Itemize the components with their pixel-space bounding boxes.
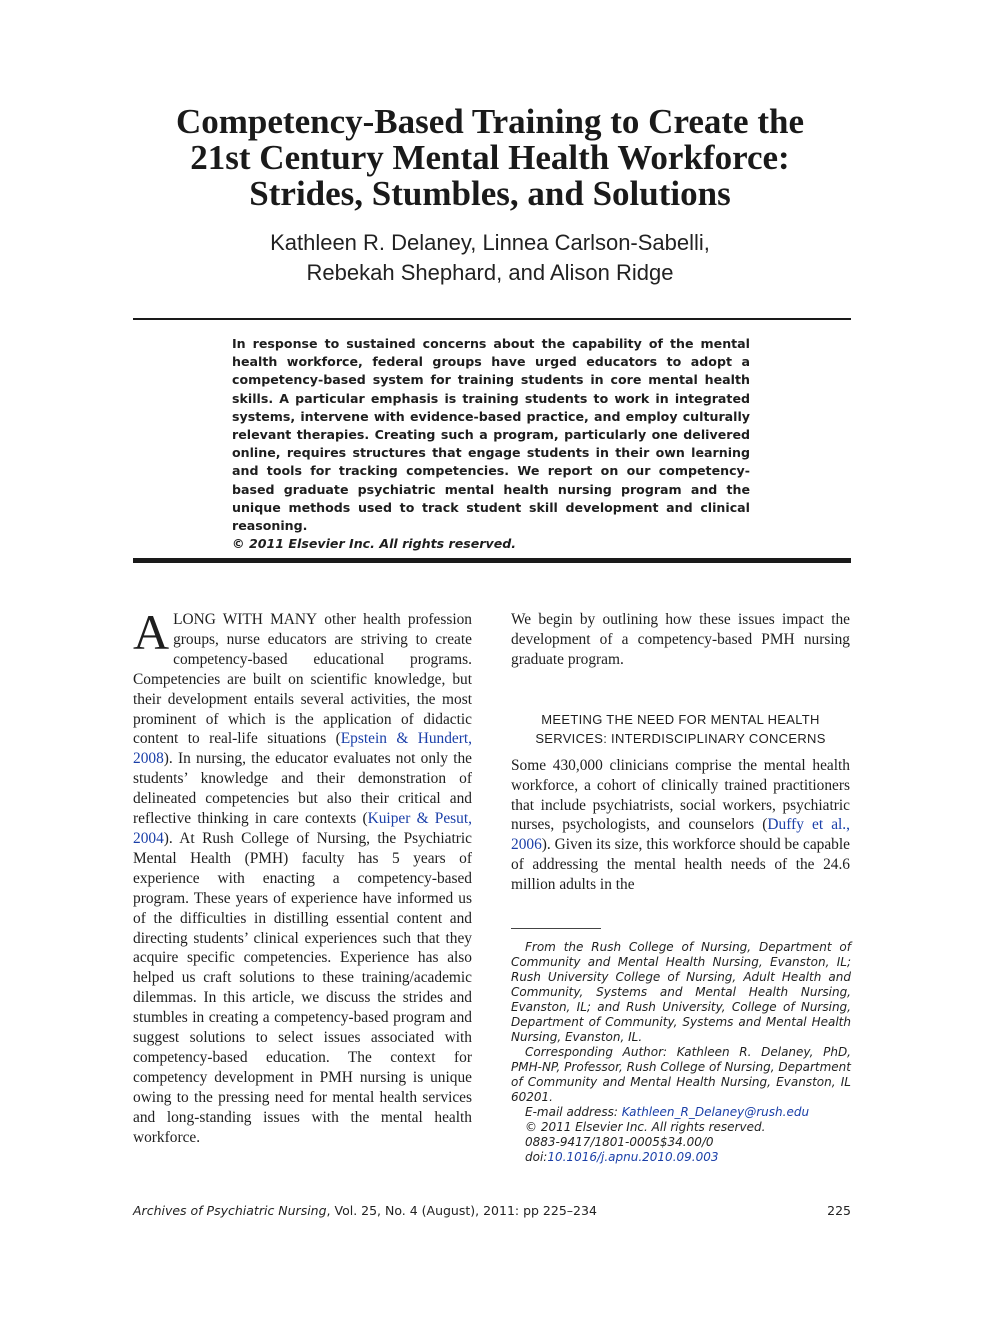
section-heading-line-1: MEETING THE NEED FOR MENTAL HEALTH	[541, 711, 820, 727]
abstract-text: In response to sustained concerns about the capability of the mental health workforce, federal groups have urged educators to adopt a competency-based system for training students in core mental health skills. A particular emphasis is training students to work in integrated systems, intervene with evidence-based practice, and employ culturally relevant therapies. Creating such a program, particularly one delivered online, requires structures that engage students in their own learning and tools for tracking competencies. We report on our competency-based graduate psychiatric mental health nursing program and the unique methods used to track student skill development and clinical reasoning.	[232, 336, 750, 534]
journal-footer	[133, 1203, 851, 1218]
email-line	[511, 1105, 851, 1120]
affiliation-note: From the Rush College of Nursing, Department of Community and Mental Health Nursing, Evanston, IL; Rush University College of Nursing, Adult Health and Community, Systems and Mental Health Nursing, Evanston, IL; and Rush University, College of Nursing, Department of Community, Systems and Mental Health Nursing, Evanston, IL.	[511, 940, 851, 1044]
body-text: ). Given its size, this workforce should be capable of addressing the mental health needs of the 24.6 million adults in the	[511, 836, 850, 894]
body-text: Some 430,000 clinicians comprise the mental health workforce, a cohort of clinically trained practitioners that include psychiatrists, social workers, psychiatric nurses, psychologists, and counselors (	[511, 756, 850, 834]
page-number: 225	[827, 1203, 851, 1218]
drop-cap: A	[133, 604, 170, 660]
title-line-3: Strides, Stumbles, and Solutions	[249, 174, 731, 213]
doi-label: doi:	[525, 1150, 548, 1164]
authors-line-2: Rebekah Shephard, and Alison Ridge	[306, 260, 674, 285]
doi-line	[511, 1150, 851, 1165]
citation-link-kuiper[interactable]: Kuiper & Pesut, 2004	[133, 810, 472, 847]
body-text: ). At Rush College of Nursing, the Psychiatric Mental Health (PMH) faculty has 5 years of experience with enacting a competency-based program. These years of experience have informed us of the difficulties in distilling essential content and directing students’ clinical experiences such that they acquire specific competencies. Experience has also helped us craft solutions to these training/academic dilemmas. In this article, we discuss the strides and stumbles in creating a competency-based program and suggest solutions to select issues associated with competency-based education. The context for competency development in PMH nursing is unique owing to the pressing need for mental health services and long-standing issues with the mental health workforce.	[133, 829, 472, 1146]
section-heading	[511, 710, 850, 748]
body-column-right	[511, 610, 850, 895]
section-paragraph	[511, 756, 850, 895]
body-text: other health profession groups, nurse educators are striving to create competency-based educational programs. Competencies are built on scientific knowledge, but their development entails several activities, the most prominent of which is the application of didactic content to real-life situations (	[133, 611, 472, 748]
section-heading-line-2: SERVICES: INTERDISCIPLINARY CONCERNS	[535, 730, 826, 746]
body-text: ). In nursing, the educator evaluates not only the students’ knowledge and their demonstration of delineated competencies but also their critical and reflective thinking in care contexts (	[133, 750, 472, 828]
email-link[interactable]: Kathleen_R_Delaney@rush.edu	[621, 1105, 810, 1119]
abstract	[232, 335, 750, 553]
body-column-left	[133, 604, 472, 1147]
corresponding-author-note: Corresponding Author: Kathleen R. Delaney, PhD, PMH-NP, Professor, Rush College of Nursing, Department of Community and Mental Health Nursing, Evanston, IL 60201.	[511, 1045, 851, 1104]
intro-paragraph: We begin by outlining how these issues impact the development of a competency-based PMH nursing graduate program.	[511, 611, 850, 668]
abstract-top-rule	[133, 318, 851, 320]
issn-line: 0883-9417/1801-0005$34.00/0	[525, 1135, 714, 1149]
title-line-2: 21st Century Mental Health Workforce:	[190, 138, 790, 177]
abstract-bottom-rule	[133, 558, 851, 563]
doi-link[interactable]: 10.1016/j.apnu.2010.09.003	[547, 1150, 719, 1164]
email-label: E-mail address:	[525, 1105, 622, 1119]
abstract-copyright: © 2011 Elsevier Inc. All rights reserved.	[232, 536, 517, 552]
citation-link-duffy[interactable]: Duffy et al., 2006	[511, 816, 850, 854]
title-line-1: Competency-Based Training to Create the	[176, 102, 804, 141]
footnote-copyright: © 2011 Elsevier Inc. All rights reserved.	[525, 1120, 766, 1134]
footnotes	[511, 940, 851, 1165]
journal-citation: , Vol. 25, No. 4 (August), 2011: pp 225–234	[326, 1203, 597, 1218]
journal-name: Archives of Psychiatric Nursing	[133, 1203, 327, 1218]
author-list	[120, 228, 860, 288]
lead-smallcaps: LONG WITH MANY	[173, 611, 318, 628]
authors-line-1: Kathleen R. Delaney, Linnea Carlson-Sabelli,	[270, 230, 710, 255]
citation-link-epstein[interactable]: Epstein & Hundert, 2008	[133, 730, 472, 768]
footnote-rule	[511, 928, 601, 929]
article-title	[120, 104, 860, 212]
